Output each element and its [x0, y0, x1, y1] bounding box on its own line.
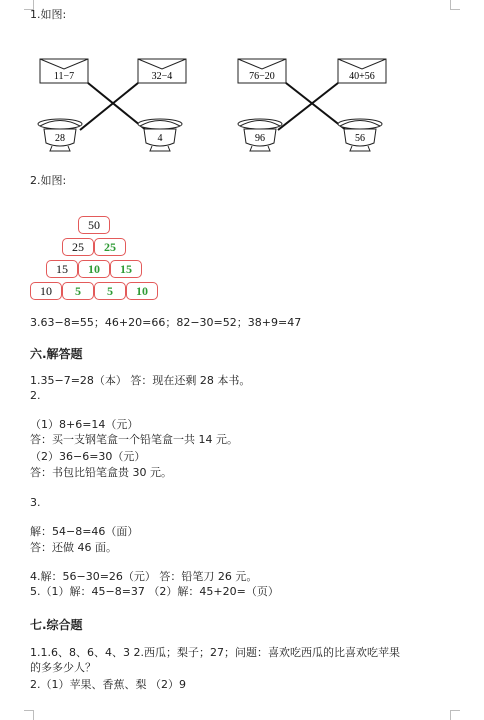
envelope-label: 11−7	[53, 71, 75, 82]
answer-line: 2.（1）苹果、香蕉、梨 （2）9	[30, 678, 186, 691]
answer-line: 解：54−8=46（面）	[30, 525, 139, 538]
pyramid-cell: 10	[78, 260, 110, 278]
q3-answer: 3.63−8=55；46+20=66；82−30=52；38+9=47	[30, 316, 302, 329]
pot-icon	[38, 119, 82, 151]
pot-icon	[338, 119, 382, 151]
answer-line: 答：买一支钢笔盒一个铅笔盒一共 14 元。	[30, 433, 238, 446]
answer-line: 的多多少人？	[30, 661, 96, 674]
pyramid-cell: 10	[30, 282, 62, 300]
answer-line: 4.解：56−30=26（元） 答：铅笔刀 26 元。	[30, 570, 258, 583]
answer-line: （1）8+6=14（元）	[30, 418, 139, 431]
pyramid-cell: 10	[126, 282, 158, 300]
pyramid-cell: 25	[62, 238, 94, 256]
pot-label: 96	[255, 133, 265, 144]
envelope-label: 40+56	[349, 71, 375, 82]
q1-figure	[20, 45, 400, 160]
envelope-label: 76−20	[249, 71, 275, 82]
answer-line: 1.1.6、8、6、4、3 2.西瓜；梨子；27；问题：喜欢吃西瓜的比喜欢吃苹果	[30, 646, 400, 659]
section6-title: 六.解答题	[30, 347, 83, 361]
q1-label: 1.如图:	[30, 8, 67, 21]
section7-title: 七.综合题	[30, 618, 83, 632]
envelope-icon	[238, 59, 286, 83]
pyramid-cell: 15	[46, 260, 78, 278]
corner-mark-bottom-left	[24, 710, 34, 720]
q1-right-pair	[238, 59, 386, 151]
corner-mark-top-right	[450, 0, 460, 10]
answer-line: 5.（1）解：45−8=37 （2）解：45+20=（页）	[30, 585, 279, 598]
number-pyramid	[30, 216, 170, 300]
answer-line: （2）36−6=30（元）	[30, 450, 146, 463]
pot-icon	[138, 119, 182, 151]
pot-label: 28	[55, 133, 65, 144]
answer-line: 答：还做 46 面。	[30, 541, 117, 554]
pot-label: 56	[355, 133, 365, 144]
corner-mark-bottom-right	[450, 710, 460, 720]
q2-label: 2.如图:	[30, 174, 67, 187]
pyramid-cell: 5	[94, 282, 126, 300]
pot-label: 4	[157, 133, 163, 144]
envelope-icon	[138, 59, 186, 83]
envelope-icon	[40, 59, 88, 83]
pyramid-cell: 15	[110, 260, 142, 278]
answer-line: 2.	[30, 389, 41, 402]
answer-line: 答：书包比铅笔盒贵 30 元。	[30, 466, 172, 479]
answer-line: 3.	[30, 496, 41, 509]
answer-line: 1.35−7=28（本） 答：现在还剩 28 本书。	[30, 374, 251, 387]
pyramid-cell: 5	[62, 282, 94, 300]
envelope-icon	[338, 59, 386, 83]
envelope-label: 32−4	[151, 71, 173, 82]
pyramid-cell: 25	[94, 238, 126, 256]
q1-left-pair	[38, 59, 186, 151]
pyramid-cell: 50	[78, 216, 110, 234]
pot-icon	[238, 119, 282, 151]
